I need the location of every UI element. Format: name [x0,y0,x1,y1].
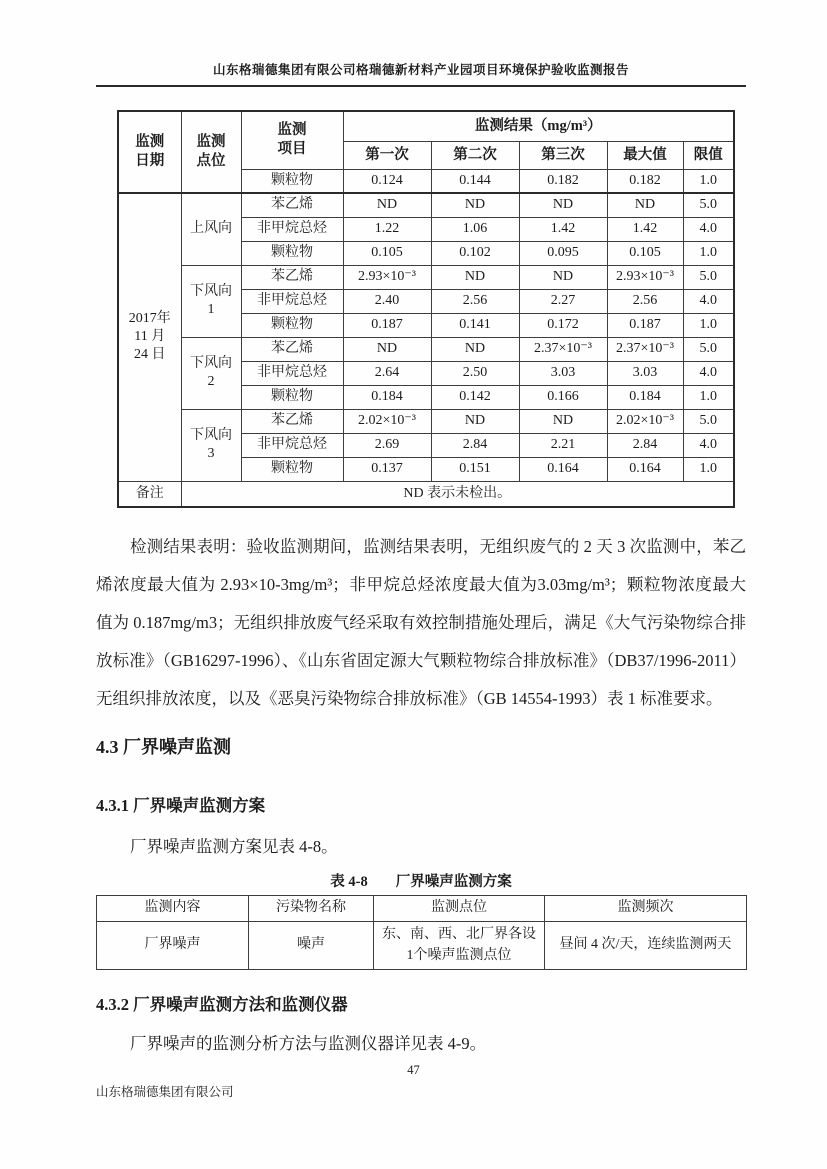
date-line: 24 日 [134,347,166,363]
col-header-points: 监测点位 [374,896,545,922]
value-cell: 0.164 [519,457,607,481]
value-cell: 1.0 [683,241,734,265]
col-header-results-group: 监测结果（mg/m³） [343,111,734,141]
value-cell: 2.21 [519,433,607,457]
table-row [97,922,747,970]
value-cell: ND [519,265,607,289]
value-cell: 1.0 [683,457,734,481]
value-cell: 0.182 [519,169,607,193]
page-number: 47 [407,1063,420,1077]
value-cell: 5.0 [683,337,734,361]
section-heading-4-3-2: 4.3.2 厂界噪声监测方法和监测仪器 [96,995,348,1014]
table-4-8-caption-label: 表 4-8 [330,874,368,890]
col-header-run2: 第二次 [431,141,519,169]
value-cell: 1.06 [431,217,519,241]
value-cell: 0.166 [519,385,607,409]
table-4-8-caption-title: 厂界噪声监测方案 [395,874,512,890]
item-cell: 颗粒物 [241,241,343,265]
footer-company: 山东格瑞德集团有限公司 [96,1085,234,1099]
value-cell: 0.182 [607,169,683,193]
col-header-date-line1: 监测 [135,134,165,151]
value-cell: 0.095 [519,241,607,265]
value-cell: 2.64 [343,361,431,385]
value-cell: 0.142 [431,385,519,409]
running-header-title: 山东格瑞德集团有限公司格瑞德新材料产业园项目环境保护验收监测报告 [96,60,746,87]
table-row [118,265,734,289]
item-cell: 颗粒物 [241,457,343,481]
value-cell: 5.0 [683,265,734,289]
table-row [118,193,734,217]
value-cell: 0.187 [607,313,683,337]
item-cell: 颗粒物 [241,313,343,337]
note-text: ND 表示未检出。 [181,481,734,507]
table-header-row [97,896,747,922]
point-line: 1 [207,302,215,317]
value-cell: 4.0 [683,433,734,457]
value-cell: ND [431,265,519,289]
value-cell: 5.0 [683,193,734,217]
section-heading-4-3: 4.3 厂界噪声监测 [96,737,231,757]
value-cell: ND [431,409,519,433]
value-cell: 2.93×10⁻³ [343,265,431,289]
table-row [118,337,734,361]
point-line: 上风向 [190,221,232,237]
col-header-point-line2: 点位 [196,153,226,169]
value-cell: 2.93×10⁻³ [607,265,683,289]
value-cell: 3.03 [607,361,683,385]
value-cell: 1.42 [607,217,683,241]
value-cell: 1.0 [683,169,734,193]
table-4-8-caption [96,870,746,891]
noise-monitoring-plan-table [96,895,747,970]
value-cell: 4.0 [683,289,734,313]
value-cell: 4.0 [683,361,734,385]
value-cell: 0.102 [431,241,519,265]
value-cell: 0.144 [431,169,519,193]
col-header-run1: 第一次 [343,141,431,169]
point-cell-downwind-2 [181,337,241,409]
pollutant-cell: 噪声 [249,922,374,970]
value-cell: 0.105 [607,241,683,265]
value-cell: 0.164 [607,457,683,481]
point-line: 2 [207,374,215,389]
point-line: 下风向 [190,427,232,443]
value-cell: 3.03 [519,361,607,385]
points-cell: 东、南、西、北厂界各设 1个噪声监测点位 [374,922,545,970]
value-cell: ND [343,193,431,217]
value-cell: 1.0 [683,385,734,409]
value-cell: 0.184 [343,385,431,409]
section-4-3-1-paragraph: 厂界噪声监测方案见表 4-8。 [130,837,338,856]
value-cell: 1.0 [683,313,734,337]
col-header-date-line2: 日期 [135,153,165,169]
item-cell: 苯乙烯 [241,193,343,217]
table-header-row-1 [118,111,734,141]
item-cell: 苯乙烯 [241,409,343,433]
point-cell-upwind [181,193,241,265]
value-cell: 0.124 [343,169,431,193]
value-cell: ND [519,409,607,433]
point-cell-downwind-1 [181,265,241,337]
value-cell: 2.56 [607,289,683,313]
item-cell: 苯乙烯 [241,265,343,289]
item-cell: 非甲烷总烃 [241,289,343,313]
value-cell: 0.184 [607,385,683,409]
value-cell: 0.137 [343,457,431,481]
value-cell: 5.0 [683,409,734,433]
value-cell: 2.27 [519,289,607,313]
value-cell: 0.187 [343,313,431,337]
value-cell: ND [431,193,519,217]
date-line: 2017年 [128,310,171,326]
value-cell: 2.40 [343,289,431,313]
value-cell: 4.0 [683,217,734,241]
value-cell: 0.151 [431,457,519,481]
col-header-item-line1: 监测 [277,122,307,139]
value-cell: 1.22 [343,217,431,241]
value-cell: 0.172 [519,313,607,337]
col-header-point-line1: 监测 [196,134,226,151]
point-line: 下风向 [190,283,232,299]
value-cell: ND [343,337,431,361]
unorganized-emission-results-table [117,110,735,508]
item-cell: 颗粒物 [241,169,343,193]
value-cell: ND [519,193,607,217]
section-heading-4-3-1: 4.3.1 厂界噪声监测方案 [96,796,266,815]
value-cell: 2.69 [343,433,431,457]
value-cell: 0.141 [431,313,519,337]
value-cell: 2.50 [431,361,519,385]
col-header-point [181,111,241,193]
results-summary-paragraph: 检测结果表明：验收监测期间，监测结果表明，无组织废气的 2 天 3 次监测中，苯乙烯浓度最大值为 2.93×10-3mg/m³；非甲烷总烃浓度最大值为3.03mg/m³；颗粒物浓度最大值为 0.187mg/m3；无组织排放废气经采取有效控制措施处理后，满足《大气污染物综合排放标准》（GB16297-1996）、《山东省固定源大气颗粒物综合排放标准》（DB37/1996-2011）无组织排放浓度，以及《恶臭污染物综合排放标准》（GB 14554-1993）表 1 标准要求。 [96,537,746,708]
col-header-frequency: 监测频次 [545,896,747,922]
note-label: 备注 [118,481,181,507]
item-cell: 非甲烷总烃 [241,217,343,241]
point-line: 3 [207,446,215,461]
content-cell: 厂界噪声 [97,922,249,970]
col-header-item [241,111,343,169]
value-cell: 2.37×10⁻³ [519,337,607,361]
col-header-limit: 限值 [683,141,734,169]
date-cell [118,193,181,481]
note-row [118,481,734,507]
table-row [118,409,734,433]
value-cell: 1.42 [519,217,607,241]
col-header-content: 监测内容 [97,896,249,922]
col-header-max: 最大值 [607,141,683,169]
value-cell: 0.105 [343,241,431,265]
item-cell: 非甲烷总烃 [241,433,343,457]
col-header-pollutant: 污染物名称 [249,896,374,922]
value-cell: 2.56 [431,289,519,313]
point-cell-downwind-3 [181,409,241,481]
value-cell: ND [431,337,519,361]
item-cell: 苯乙烯 [241,337,343,361]
value-cell: ND [607,193,683,217]
date-line: 11 月 [134,329,166,345]
value-cell: 2.84 [607,433,683,457]
value-cell: 2.84 [431,433,519,457]
results-table-wrap [117,110,746,508]
item-cell: 颗粒物 [241,385,343,409]
frequency-cell: 昼间 4 次/天，连续监测两天 [545,922,747,970]
col-header-item-line2: 项目 [277,141,307,158]
value-cell: 2.37×10⁻³ [607,337,683,361]
point-line: 下风向 [190,355,232,371]
value-cell: 2.02×10⁻³ [607,409,683,433]
col-header-run3: 第三次 [519,141,607,169]
col-header-date [118,111,181,193]
value-cell: 2.02×10⁻³ [343,409,431,433]
item-cell: 非甲烷总烃 [241,361,343,385]
section-4-3-2-paragraph: 厂界噪声的监测分析方法与监测仪器详见表 4-9。 [130,1034,487,1053]
